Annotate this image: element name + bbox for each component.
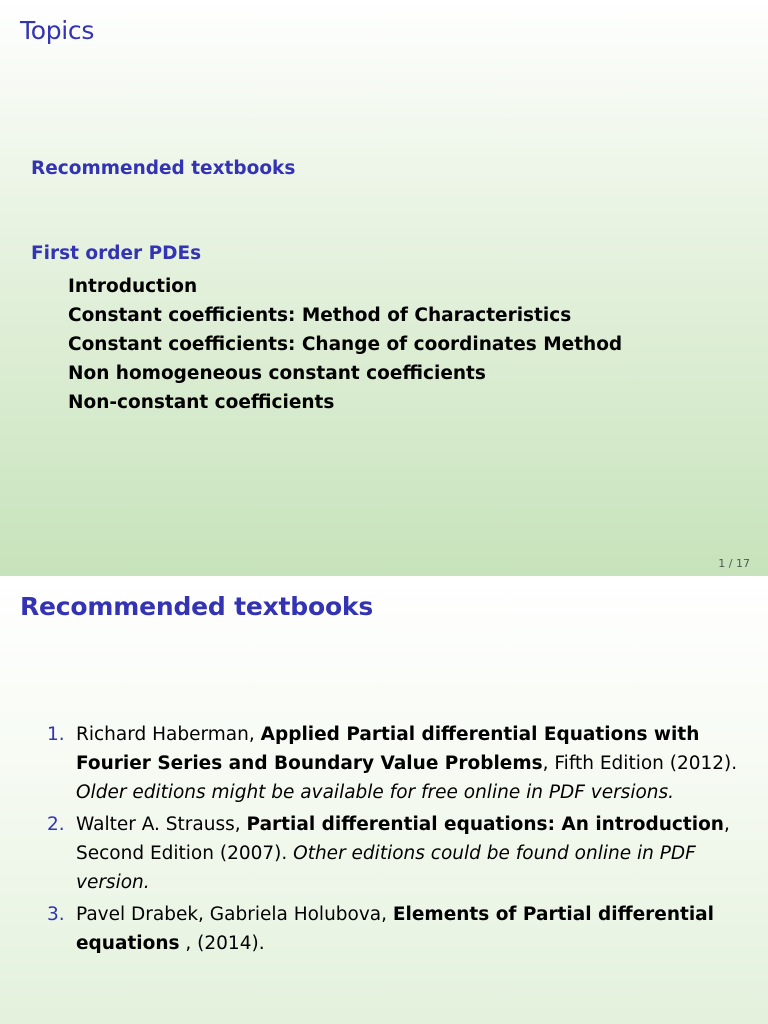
book-title: Elements of Partial differential equations xyxy=(76,904,715,954)
toc-section-first-order-pdes[interactable]: First order PDEs xyxy=(31,243,202,264)
slide-title: Recommended textbooks xyxy=(20,592,374,621)
book-note: Other editions could be found online in PDF version. xyxy=(76,843,696,893)
book-title: Applied Partial differential Equations with Fourier Series and Boundary Value Problems xyxy=(76,724,700,774)
book-details: , (2014). xyxy=(179,933,265,954)
page-number: 1 / 17 xyxy=(718,557,750,570)
book-author: Pavel Drabek, Gabriela Holubova, xyxy=(76,904,393,925)
book-details: , Fifth Edition (2012). xyxy=(542,753,738,774)
toc-subsection-method-of-characteristics[interactable]: Constant coefficients: Method of Characteristics xyxy=(68,305,572,326)
textbook-list xyxy=(40,720,740,961)
book-details: , Second Edition (2007). xyxy=(76,814,730,864)
toc-subsection-list xyxy=(68,272,622,417)
list-item xyxy=(40,900,740,958)
book-note: Older editions might be available for free online in PDF versions. xyxy=(76,782,675,803)
book-author: Walter A. Strauss, xyxy=(76,814,247,835)
book-title: Partial differential equations: An introduction xyxy=(246,814,724,835)
list-item xyxy=(40,810,740,897)
toc-subsection-change-of-coordinates[interactable]: Constant coefficients: Change of coordinates Method xyxy=(68,334,623,355)
list-number: 2. xyxy=(47,814,65,835)
toc-subsection-non-constant[interactable]: Non-constant coefficients xyxy=(68,392,335,413)
list-number: 1. xyxy=(47,724,65,745)
book-author: Richard Haberman, xyxy=(76,724,261,745)
list-number: 3. xyxy=(47,904,65,925)
page-title: Topics xyxy=(20,16,95,45)
list-item xyxy=(40,720,740,807)
toc-subsection-non-homogeneous[interactable]: Non homogeneous constant coefficients xyxy=(68,363,486,384)
toc-section-recommended-textbooks[interactable]: Recommended textbooks xyxy=(31,158,296,179)
toc-subsection-introduction[interactable]: Introduction xyxy=(68,276,198,297)
